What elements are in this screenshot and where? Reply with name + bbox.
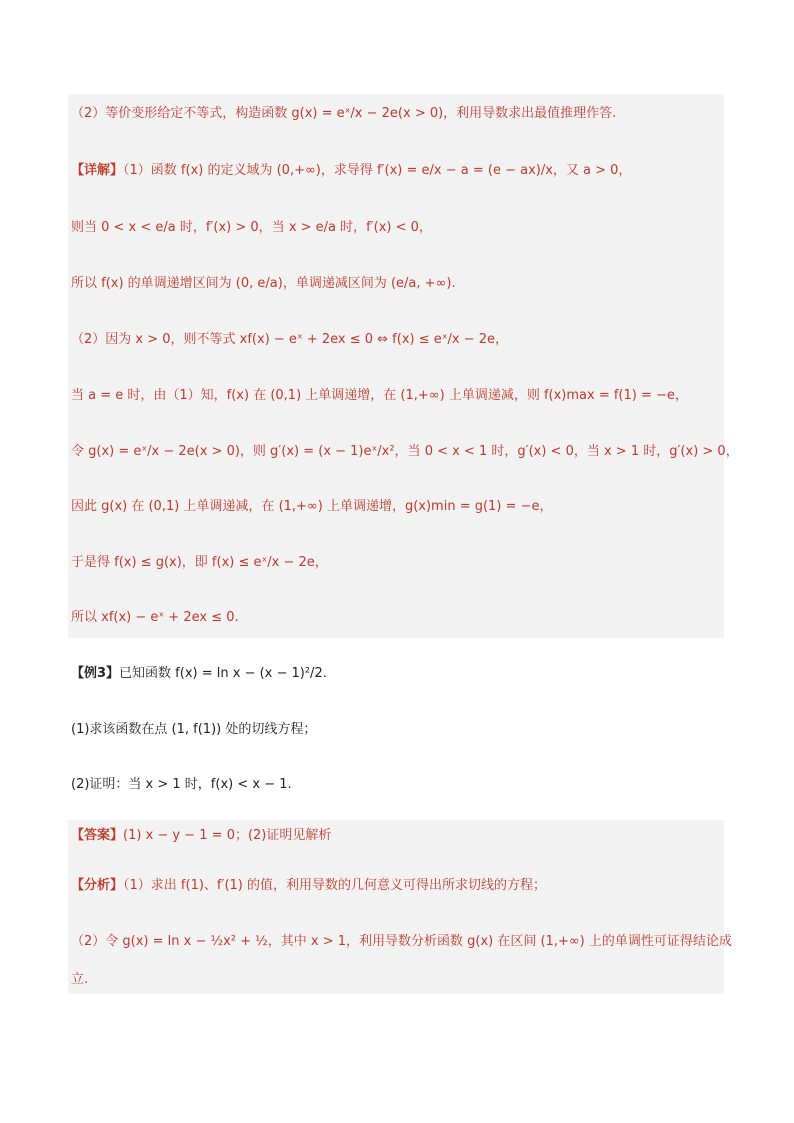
- solution-line-9: 于是得 f(x) ≤ g(x)，即 f(x) ≤ eˣ/x − 2e，: [71, 555, 328, 570]
- solution-line-4: 所以 f(x) 的单调递增区间为 (0, e/a)，单调递减区间为 (e/a, +∞).: [71, 276, 456, 291]
- answer-line: [71, 826, 724, 846]
- analysis-tag: 【分析】: [71, 878, 124, 893]
- answer-tag: 【答案】: [71, 828, 124, 843]
- solution-detail-line: [71, 161, 724, 181]
- answer-text: (1) x − y − 1 = 0；(2)证明见解析: [123, 828, 332, 843]
- solution-line-6: 当 a = e 时，由（1）知，f(x) 在 (0,1) 上单调递增，在 (1,+∞) 上单调递减，则 f(x)max = f(1) = −e，: [71, 388, 688, 403]
- example-question-2: (2)证明：当 x > 1 时，f(x) < x − 1.: [71, 777, 292, 792]
- example-text: 已知函数 f(x) = ln x − (x − 1)²/2.: [119, 666, 327, 681]
- solution-line-7: 令 g(x) = eˣ/x − 2e(x > 0)，则 g′(x) = (x − 1)eˣ/x²，当 0 < x < 1 时，g′(x) < 0，当 x > 1 时，g′(x) > 0，: [71, 444, 739, 459]
- analysis-line-2a: （2）令 g(x) = ln x − ½x² + ½，其中 x > 1，利用导数分析函数 g(x) 在区间 (1,+∞) 上的单调性可证得结论成: [71, 934, 732, 949]
- example-statement: [71, 664, 724, 684]
- solution-line-10: 所以 xf(x) − eˣ + 2ex ≤ 0.: [71, 610, 239, 625]
- analysis-text-1: （1）求出 f(1)、f′(1) 的值，利用导数的几何意义可得出所求切线的方程；: [123, 878, 546, 893]
- solution-line-8: 因此 g(x) 在 (0,1) 上单调递减，在 (1,+∞) 上单调递增，g(x)min = g(1) = −e，: [71, 499, 553, 514]
- solution-line-2: （1）函数 f(x) 的定义域为 (0,+∞)，求导得 f′(x) = e/x − a = (e − ax)/x，又 a > 0，: [123, 163, 632, 178]
- solution-line-1: （2）等价变形给定不等式，构造函数 g(x) = eˣ/x − 2e(x > 0)，利用导数求出最值推理作答.: [71, 106, 617, 121]
- analysis-line-2b: 立.: [71, 972, 89, 987]
- answer-block: [68, 820, 732, 994]
- example-tag: 【例3】: [71, 666, 120, 681]
- detail-tag: 【详解】: [71, 163, 124, 178]
- analysis-line-1: [71, 876, 724, 896]
- solution-line-3: 则当 0 < x < e/a 时，f′(x) > 0，当 x > e/a 时，f′(x) < 0，: [71, 220, 432, 235]
- example-question-1: (1)求该函数在点 (1, f(1)) 处的切线方程；: [71, 722, 317, 737]
- solution-line-5: （2）因为 x > 0，则不等式 xf(x) − eˣ + 2ex ≤ 0 ⇔ f(x) ≤ eˣ/x − 2e，: [71, 332, 509, 347]
